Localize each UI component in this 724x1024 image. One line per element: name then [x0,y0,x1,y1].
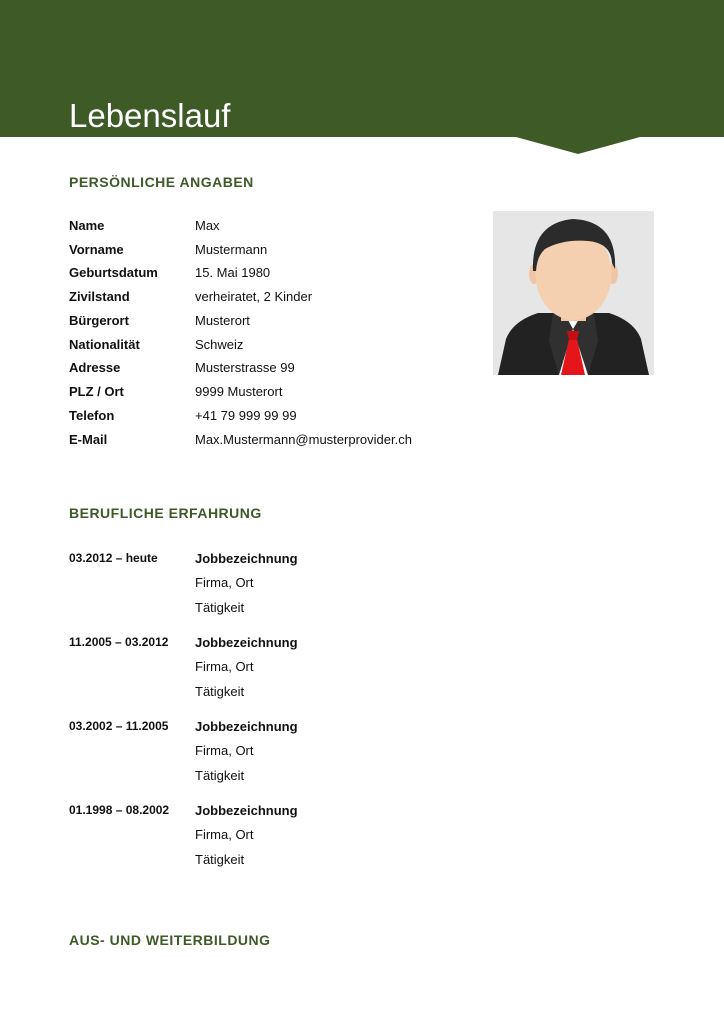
info-value: 15. Mai 1980 [195,265,271,280]
experience-period: 03.2012 – heute [69,551,158,565]
info-value: Max.Mustermann@musterprovider.ch [195,432,412,447]
info-label: Bürgerort [69,313,129,328]
section-heading-experience: BERUFLICHE ERFAHRUNG [69,505,262,521]
page-title: Lebenslauf [69,97,231,134]
experience-activity: Tätigkeit [195,600,245,615]
info-value: Schweiz [195,337,244,352]
info-value: verheiratet, 2 Kinder [195,289,313,304]
info-label: Adresse [69,360,121,375]
experience-entry [69,550,569,630]
info-value: Max [195,218,220,233]
experience-title: Jobbezeichnung [195,551,298,566]
info-value: Musterort [195,313,250,328]
info-label: Telefon [69,408,115,423]
info-value: Musterstrasse 99 [195,360,295,375]
profile-photo [493,211,654,375]
section-heading-personal: PERSÖNLICHE ANGABEN [69,174,254,190]
experience-title: Jobbezeichnung [195,635,298,650]
info-value: +41 79 999 99 99 [195,408,297,423]
experience-company: Firma, Ort [195,659,254,674]
section-heading-education: AUS- UND WEITERBILDUNG [69,932,271,948]
experience-activity: Tätigkeit [195,852,245,867]
experience-entry [69,802,569,882]
experience-activity: Tätigkeit [195,684,245,699]
experience-company: Firma, Ort [195,743,254,758]
experience-title: Jobbezeichnung [195,719,298,734]
experience-activity: Tätigkeit [195,768,245,783]
experience-period: 03.2002 – 11.2005 [69,719,169,733]
experience-period: 11.2005 – 03.2012 [69,635,169,649]
experience-company: Firma, Ort [195,827,254,842]
info-label: Geburtsdatum [69,265,158,280]
info-label: Vorname [69,242,124,257]
info-label: PLZ / Ort [69,384,124,399]
info-label: Nationalität [69,337,140,352]
experience-entry [69,634,569,714]
info-label: E-Mail [69,432,108,447]
experience-company: Firma, Ort [195,575,254,590]
experience-period: 01.1998 – 08.2002 [69,803,170,817]
info-value: 9999 Musterort [195,384,283,399]
person-avatar-icon [493,211,654,375]
experience-entry [69,718,569,798]
info-label: Zivilstand [69,289,130,304]
experience-title: Jobbezeichnung [195,803,298,818]
info-label: Name [69,218,105,233]
info-value: Mustermann [195,242,268,257]
